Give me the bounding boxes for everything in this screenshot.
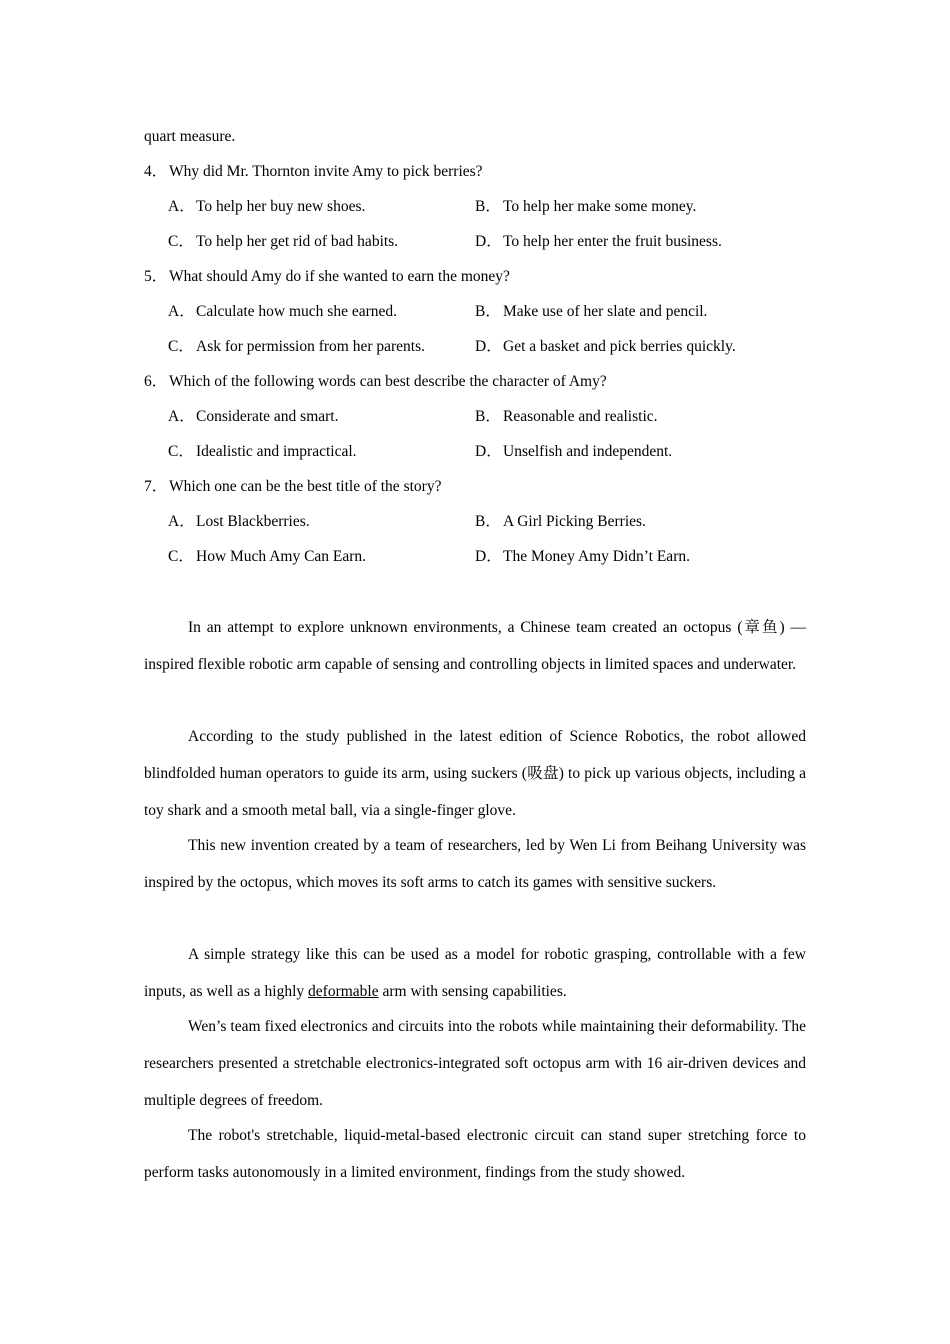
option-4d: D．To help her enter the fruit business. [475, 233, 722, 250]
question-number: 6． [144, 373, 168, 390]
option-6a: A．Considerate and smart. [168, 408, 339, 425]
question-text: Which one can be the best title of the story? [169, 478, 442, 495]
option-7c: C． How Much Amy Can Earn. [168, 548, 367, 565]
option-5a: A．Calculate how much she earned. [168, 303, 397, 320]
question-5 [144, 267, 510, 287]
passage-paragraph-2: According to the study published in the latest edition of Science Robotics, the robot allowed blindfolded human operators to guide its arm, using suckers (吸盘) to pick up various objects, including a toy shark and a smooth metal ball, via a single-finger glove. [144, 728, 806, 819]
passage-paragraph-1: In an attempt to explore unknown environments, a Chinese team created an octopus (章鱼) — inspired flexible robotic arm capable of sensing and controlling objects in limited spaces and underwater. [144, 619, 806, 673]
passage-paragraph-3: This new invention created by a team of researchers, led by Wen Li from Beihang University was inspired by the octopus, which moves its soft arms to catch its games with sensitive suckers. [144, 837, 806, 891]
question-6 [144, 372, 607, 392]
passage-paragraph-6: The robot's stretchable, liquid-metal-based electronic circuit can stand super stretching force to perform tasks autonomously in a limited environment, findings from the study showed. [144, 1127, 806, 1181]
option-7b: B． A Girl Picking Berries. [475, 513, 646, 530]
option-7d: D．The Money Amy Didn’t Earn. [475, 548, 690, 565]
question-number: 7． [144, 478, 168, 495]
option-7a: A．Lost Blackberries. [168, 513, 310, 530]
option-4c: C． To help her get rid of bad habits. [168, 233, 399, 250]
fragment-line: quart measure. [144, 128, 236, 145]
question-7 [144, 477, 441, 497]
passage-paragraph-5: Wen’s team fixed electronics and circuits into the robots while maintaining their deformability. The researchers presented a stretchable electronics-integrated soft octopus arm with 16 air-driven devices and multiple degrees of freedom. [144, 1018, 806, 1109]
question-text: Which of the following words can best describe the character of Amy? [169, 373, 607, 390]
option-5d: D．Get a basket and pick berries quickly. [475, 338, 736, 355]
question-text: Why did Mr. Thornton invite Amy to pick berries? [169, 163, 483, 180]
passage-paragraph-4: A simple strategy like this can be used as a model for robotic grasping, controllable with a few inputs, as well as a highly deformable arm with sensing capabilities. [144, 946, 806, 1000]
option-4a: A．To help her buy new shoes. [168, 198, 366, 215]
option-6c: C． Idealistic and impractical. [168, 443, 357, 460]
option-5b: B． Make use of her slate and pencil. [475, 303, 708, 320]
question-number: 4． [144, 163, 168, 180]
option-5c: C． Ask for permission from her parents. [168, 338, 426, 355]
option-6d: D．Unselfish and independent. [475, 443, 673, 460]
option-6b: B． Reasonable and realistic. [475, 408, 658, 425]
question-number: 5． [144, 268, 168, 285]
question-text: What should Amy do if she wanted to earn the money? [169, 268, 510, 285]
option-4b: B． To help her make some money. [475, 198, 697, 215]
underlined-word: deformable [308, 983, 379, 1000]
question-4 [144, 162, 483, 182]
